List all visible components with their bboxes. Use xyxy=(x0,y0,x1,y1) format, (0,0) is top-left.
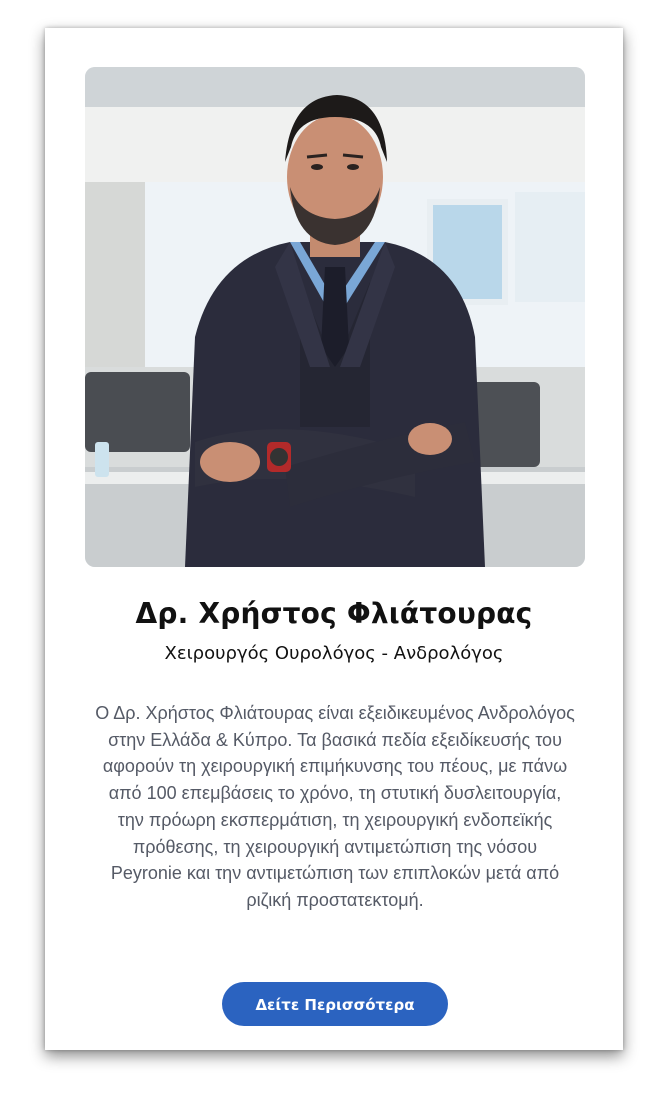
doctor-portrait-photo xyxy=(85,67,585,567)
doctor-profile-card xyxy=(45,28,623,1050)
doctor-specialty: Χειρουργός Ουρολόγος - Ανδρολόγος xyxy=(164,643,504,664)
portrait-illustration xyxy=(85,67,585,567)
doctor-name: Δρ. Χρήστος Φλιάτουρας xyxy=(135,597,533,630)
doctor-bio: Ο Δρ. Χρήστος Φλιάτουρας είναι εξειδικευμένος Ανδρολόγος στην Ελλάδα & Κύπρο. Τα βασικά πεδία εξειδίκευσής του αφορούν τη χειρουργική επιμήκυνσης του πέους, με πάνω από 100 επεμβάσεις το χρόνο, τη στυτική δυσλειτουργία, την πρόωρη εκσπερμάτιση, τη χειρουργική ενδοπεϊκής πρόθεσης, τη χειρουργική αντιμετώπιση της νόσου Peyronie και την αντιμετώπιση των επιπλοκών μετά από ριζική προστατεκτομή. xyxy=(95,703,575,910)
see-more-button[interactable]: Δείτε Περισσότερα xyxy=(222,982,448,1026)
